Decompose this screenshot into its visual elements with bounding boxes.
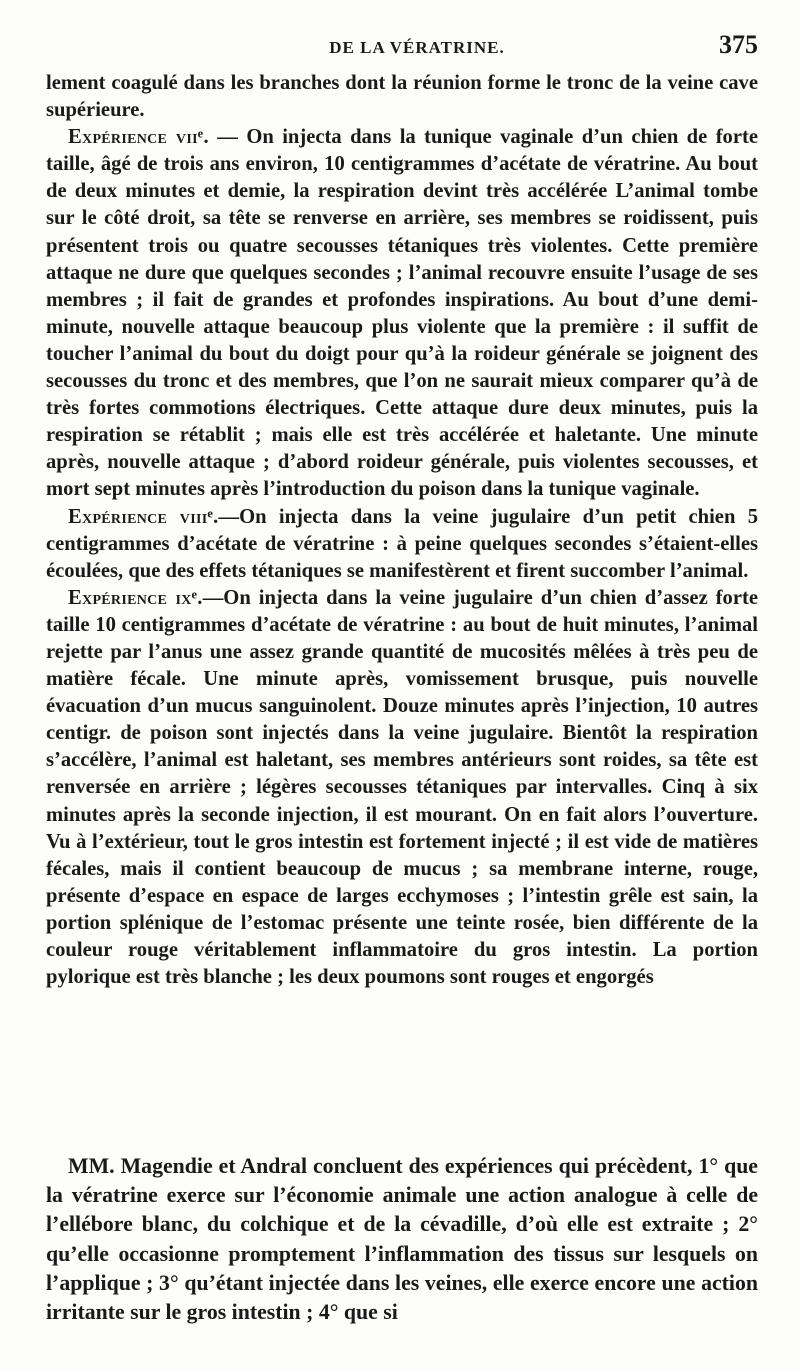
experiment-7-paragraph: [46, 124, 758, 503]
experiment-9-paragraph: [46, 585, 758, 991]
experiment-7-text: — On injecta dans la tunique vaginale d’un chien de forte taille, âgé de trois ans environ, 10 centigrammes d’acétate de vératrine. Au bout de deux minutes et demie, la respiration devint très accélérée L’animal tombe sur le côté droit, sa tête se renverse en arrière, ses membres se roidissent, puis présentent trois ou quatre secousses tétaniques très violentes. Cette première attaque ne dure que quelques secondes ; l’animal recouvre ensuite l’usage de ses membres ; il fait de grandes et profondes inspirations. Au bout d’une demi-minute, nouvelle attaque beaucoup plus violente que la première : il suffit de toucher l’animal du bout du doigt pour qu’à la roideur générale se joignent des secousses du tronc et des membres, que l’on ne saurait mieux comparer qu’à de très fortes commotions électriques. Cette attaque dure deux minutes, puis la respiration se rétablit ; mais elle est très accélérée et haletante. Une minute après, nouvelle attaque ; d’abord roideur générale, puis violentes secousses, et mort sept minutes après l’introduction du poison dans la tunique vaginale.: [46, 126, 758, 501]
experiment-8-paragraph: [46, 504, 758, 585]
experiment-9-text: —On injecta dans la veine jugulaire d’un chien d’assez forte taille 10 centigrammes d’acétate de vératrine : au bout de huit minutes, l’animal rejette par l’anus une assez grande quantité de mucosités mêlées à très peu de matière fécale. Une minute après, vomissement brusque, puis nouvelle évacuation d’un mucus sanguinolent. Douze minutes après l’injection, 10 autres centigr. de poison sont injectés dans la veine jugulaire. Bientôt la respiration s’accélère, l’animal est haletant, ses membres antérieurs sont roides, sa tête est renversée en arrière ; légères secousses tétaniques par intervalles. Cinq à six minutes après la seconde injection, il est mourant. On en fait alors l’ouverture. Vu à l’extérieur, tout le gros intestin est fortement injecté ; il est vide de matières fécales, mais il contient beaucoup de mucus ; sa membrane interne, rouge, présente d’espace en espace de larges ecchymoses ; l’intestin grêle est sain, la portion splénique de l’estomac présente une teinte rosée, bien différente de la couleur rouge véritablement inflammatoire du gros intestin. La portion pylorique est très blanche ; les deux poumons sont rouges et engorgés: [46, 586, 758, 989]
continuation-paragraph: lement coagulé dans les branches dont la réunion forme le tronc de la veine cave supérieure.: [46, 72, 758, 122]
experiment-9-label: Expérience ixᵉ.: [68, 586, 203, 609]
page-header: [46, 30, 758, 66]
page-number: 375: [719, 30, 758, 59]
experiment-8-label: Expérience viiiᵉ.: [68, 505, 219, 528]
experiment-7-label: Expérience viiᵉ.: [68, 126, 209, 149]
conclusion-text: [46, 1152, 758, 1327]
running-title: DE LA VÉRATRINE.: [329, 38, 505, 57]
conclusion-paragraph: MM. Magendie et Andral concluent des expériences qui précèdent, 1° que la vératrine exerce sur l’économie animale une action analogue à celle de l’ellébore blanc, du colchique et de la cévadille, d’où elle est extraite ; 2° qu’elle occasionne promptement l’inflammation des tissus sur lesquels on l’applique ; 3° qu’étant injectée dans les veines, elle exerce encore une action irritante sur le gros intestin ; 4° que si: [46, 1154, 758, 1325]
main-text: [46, 70, 758, 991]
experiment-8-text: —On injecta dans la veine jugulaire d’un petit chien 5 centigrammes d’acétate de vératrine : à peine quelques secondes s’étaient-elles écoulées, que des effets tétaniques se manifestèrent et firent succomber l’animal.: [46, 505, 759, 582]
